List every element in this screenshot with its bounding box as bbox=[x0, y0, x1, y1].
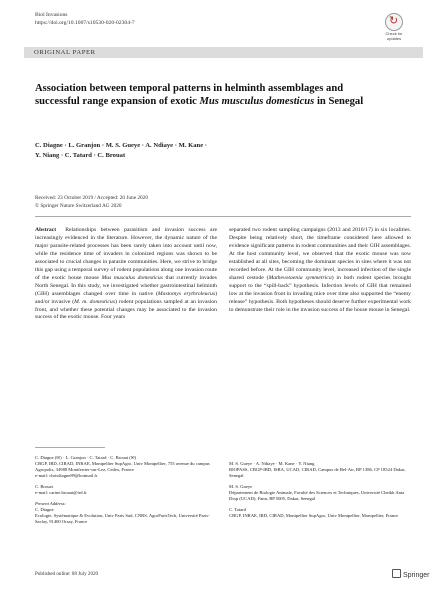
check-label-2: updates bbox=[386, 35, 402, 41]
affiliation-address-1: CBGP, IRD, CIRAD, INRAE, Montpellier SupAgro, Univ Montpellier, 755 avenue du campus Agropolis, 34988 Montferrier-sur-Lez, Cedex, France bbox=[35, 461, 210, 472]
publisher-name: Springer bbox=[403, 572, 430, 579]
paper-type-bar bbox=[24, 47, 423, 58]
journal-name: Biol Invasions bbox=[35, 12, 68, 18]
abstract-right-column bbox=[229, 227, 411, 314]
check-updates-icon: ↻ bbox=[385, 13, 403, 31]
abstract-text-6: ) in both rodent species brought support to the “spill-back” hypothesis. Infection levels of GIH that remained low at the invasion front in invading mice over time also supported the “enemy release” hypothesis. Both hypotheses should deserve further experimental work to demonstrate their role in the invasion success of the house mouse in Senegal. bbox=[229, 274, 412, 313]
abstract-text-5: separated two rodent sampling campaigns (2013 and 2016/17) in six localities. Despite being relatively short, the timeframe considered here allowed to evidence significant patterns in rodent communities and their GIH assemblages. At the host community level, we observed that the exotic mouse was now established at all sites, becoming the dominant species in sites where it was not recorded before. At the GIH community level, increased infection of the single shared cestode ( bbox=[229, 227, 411, 281]
author-list bbox=[35, 141, 395, 161]
journal-header bbox=[35, 11, 135, 27]
received-accepted: Received: 23 October 2019 / Accepted: 20 June 2020 bbox=[35, 195, 148, 201]
divider bbox=[35, 216, 411, 217]
affiliation-address-5: CBGP, INRAE, IRD, CIRAD, Montpellier SupAgro, Univ Montpellier, Montpellier, France bbox=[229, 513, 399, 518]
springer-logo bbox=[392, 569, 429, 579]
abstract-label: Abstract bbox=[35, 227, 57, 233]
title-tail: in Senegal bbox=[314, 96, 364, 107]
paper-type: ORIGINAL PAPER bbox=[34, 48, 96, 56]
abstract-text-4: ) rodent populations sampled at an invasion front, and whether these potential changes may be associated to the invasion success of the exotic mouse. Four years bbox=[35, 298, 217, 321]
abstract-species-4: Mathevotaenia symmetrica bbox=[268, 274, 332, 281]
doi-link[interactable]: https://doi.org/10.1007/s10530-020-02304-7 bbox=[35, 20, 135, 26]
check-label-1: Check for bbox=[385, 31, 403, 36]
abstract-species-2: Mastomys erythroleucus bbox=[157, 290, 216, 297]
title-main: Association between temporal patterns in helminth assemblages and successful range expansion of exotic bbox=[35, 83, 344, 107]
affiliation-authors-4: M. S. Gueye bbox=[229, 484, 253, 489]
abstract-text-1: Relationships between parasitism and invasion success are increasingly evidenced in the literature. However, the dynamic nature of the major parasite-related processes has been rarely taken into account until now, while the residence time of invaders in colonized regions was shown to be associated to crucial changes in parasite communities. Here, we strive to bridge this gap using a temporal survey of rodent populations along one invasion route of the exotic house mouse bbox=[35, 227, 217, 281]
affiliation-authors-2: C. Brouat bbox=[35, 484, 53, 489]
check-for-updates-badge[interactable] bbox=[379, 13, 409, 45]
authors-line-2[interactable]: Y. Niang · C. Tatard · C. Brouat bbox=[35, 152, 126, 159]
affiliation-authors-5: C. Tatard bbox=[229, 507, 246, 512]
affiliation-address-3: BIOPASS, CBGP-IRD, ISRA, UCAD, CIRAD, Campus de Bel-Air, BP 1386, CP 18524 Dakar, Senegal bbox=[229, 467, 406, 478]
affiliations-left bbox=[35, 455, 210, 530]
abstract-text-3: ) and/or invasive ( bbox=[35, 290, 217, 305]
abstract-left-column bbox=[35, 227, 217, 322]
article-dates bbox=[35, 195, 148, 210]
abstract-text-2: that currently invades North Senegal. In this study, we investigated whether gastrointestinal helminth (GIH) assemblages changed over time in native ( bbox=[35, 274, 218, 297]
article-title bbox=[35, 82, 380, 108]
copyright: © Springer Nature Switzerland AG 2020 bbox=[35, 202, 122, 209]
present-address: Ecologie, Systématique & Evolution, Univ Paris Sud, CNRS, AgroParisTech, Université Paris-Saclay, 91400 Orsay, France bbox=[35, 513, 210, 524]
email-2[interactable]: e-mail: carine.brouat@ird.fr bbox=[35, 490, 87, 495]
affiliation-authors-3: M. S. Gueye · A. Ndiaye · M. Kane · Y. Niang bbox=[229, 461, 315, 466]
present-address-name: C. Diagne bbox=[35, 507, 54, 512]
published-date: Published online: 08 July 2020 bbox=[35, 571, 99, 577]
affiliations-right bbox=[229, 461, 409, 524]
springer-horse-icon bbox=[392, 569, 401, 578]
email-1[interactable]: e-mail: chrisdiagne89@hotmail.fr bbox=[35, 473, 98, 478]
authors-line-1[interactable]: C. Diagne · L. Granjon · M. S. Gueye · A. Ndiaye · M. Kane · bbox=[35, 142, 207, 149]
abstract-species-3: M. m. domesticus bbox=[74, 298, 115, 305]
abstract-species-1: Mus musculus domesticus bbox=[101, 274, 163, 281]
affiliation-authors-1: C. Diagne (✉) · L. Granjon · C. Tatard · C. Brouat (✉) bbox=[35, 455, 137, 460]
present-address-label: Present Address: bbox=[35, 501, 67, 506]
affiliation-address-4: Département de Biologie Animale, Faculté des Sciences et Techniques, Université Cheikh Anta Diop (UCAD), Fann, BP 5005, Dakar, Senegal bbox=[229, 490, 405, 501]
footnote-divider bbox=[35, 447, 105, 448]
title-species: Mus musculus domesticus bbox=[199, 96, 315, 107]
